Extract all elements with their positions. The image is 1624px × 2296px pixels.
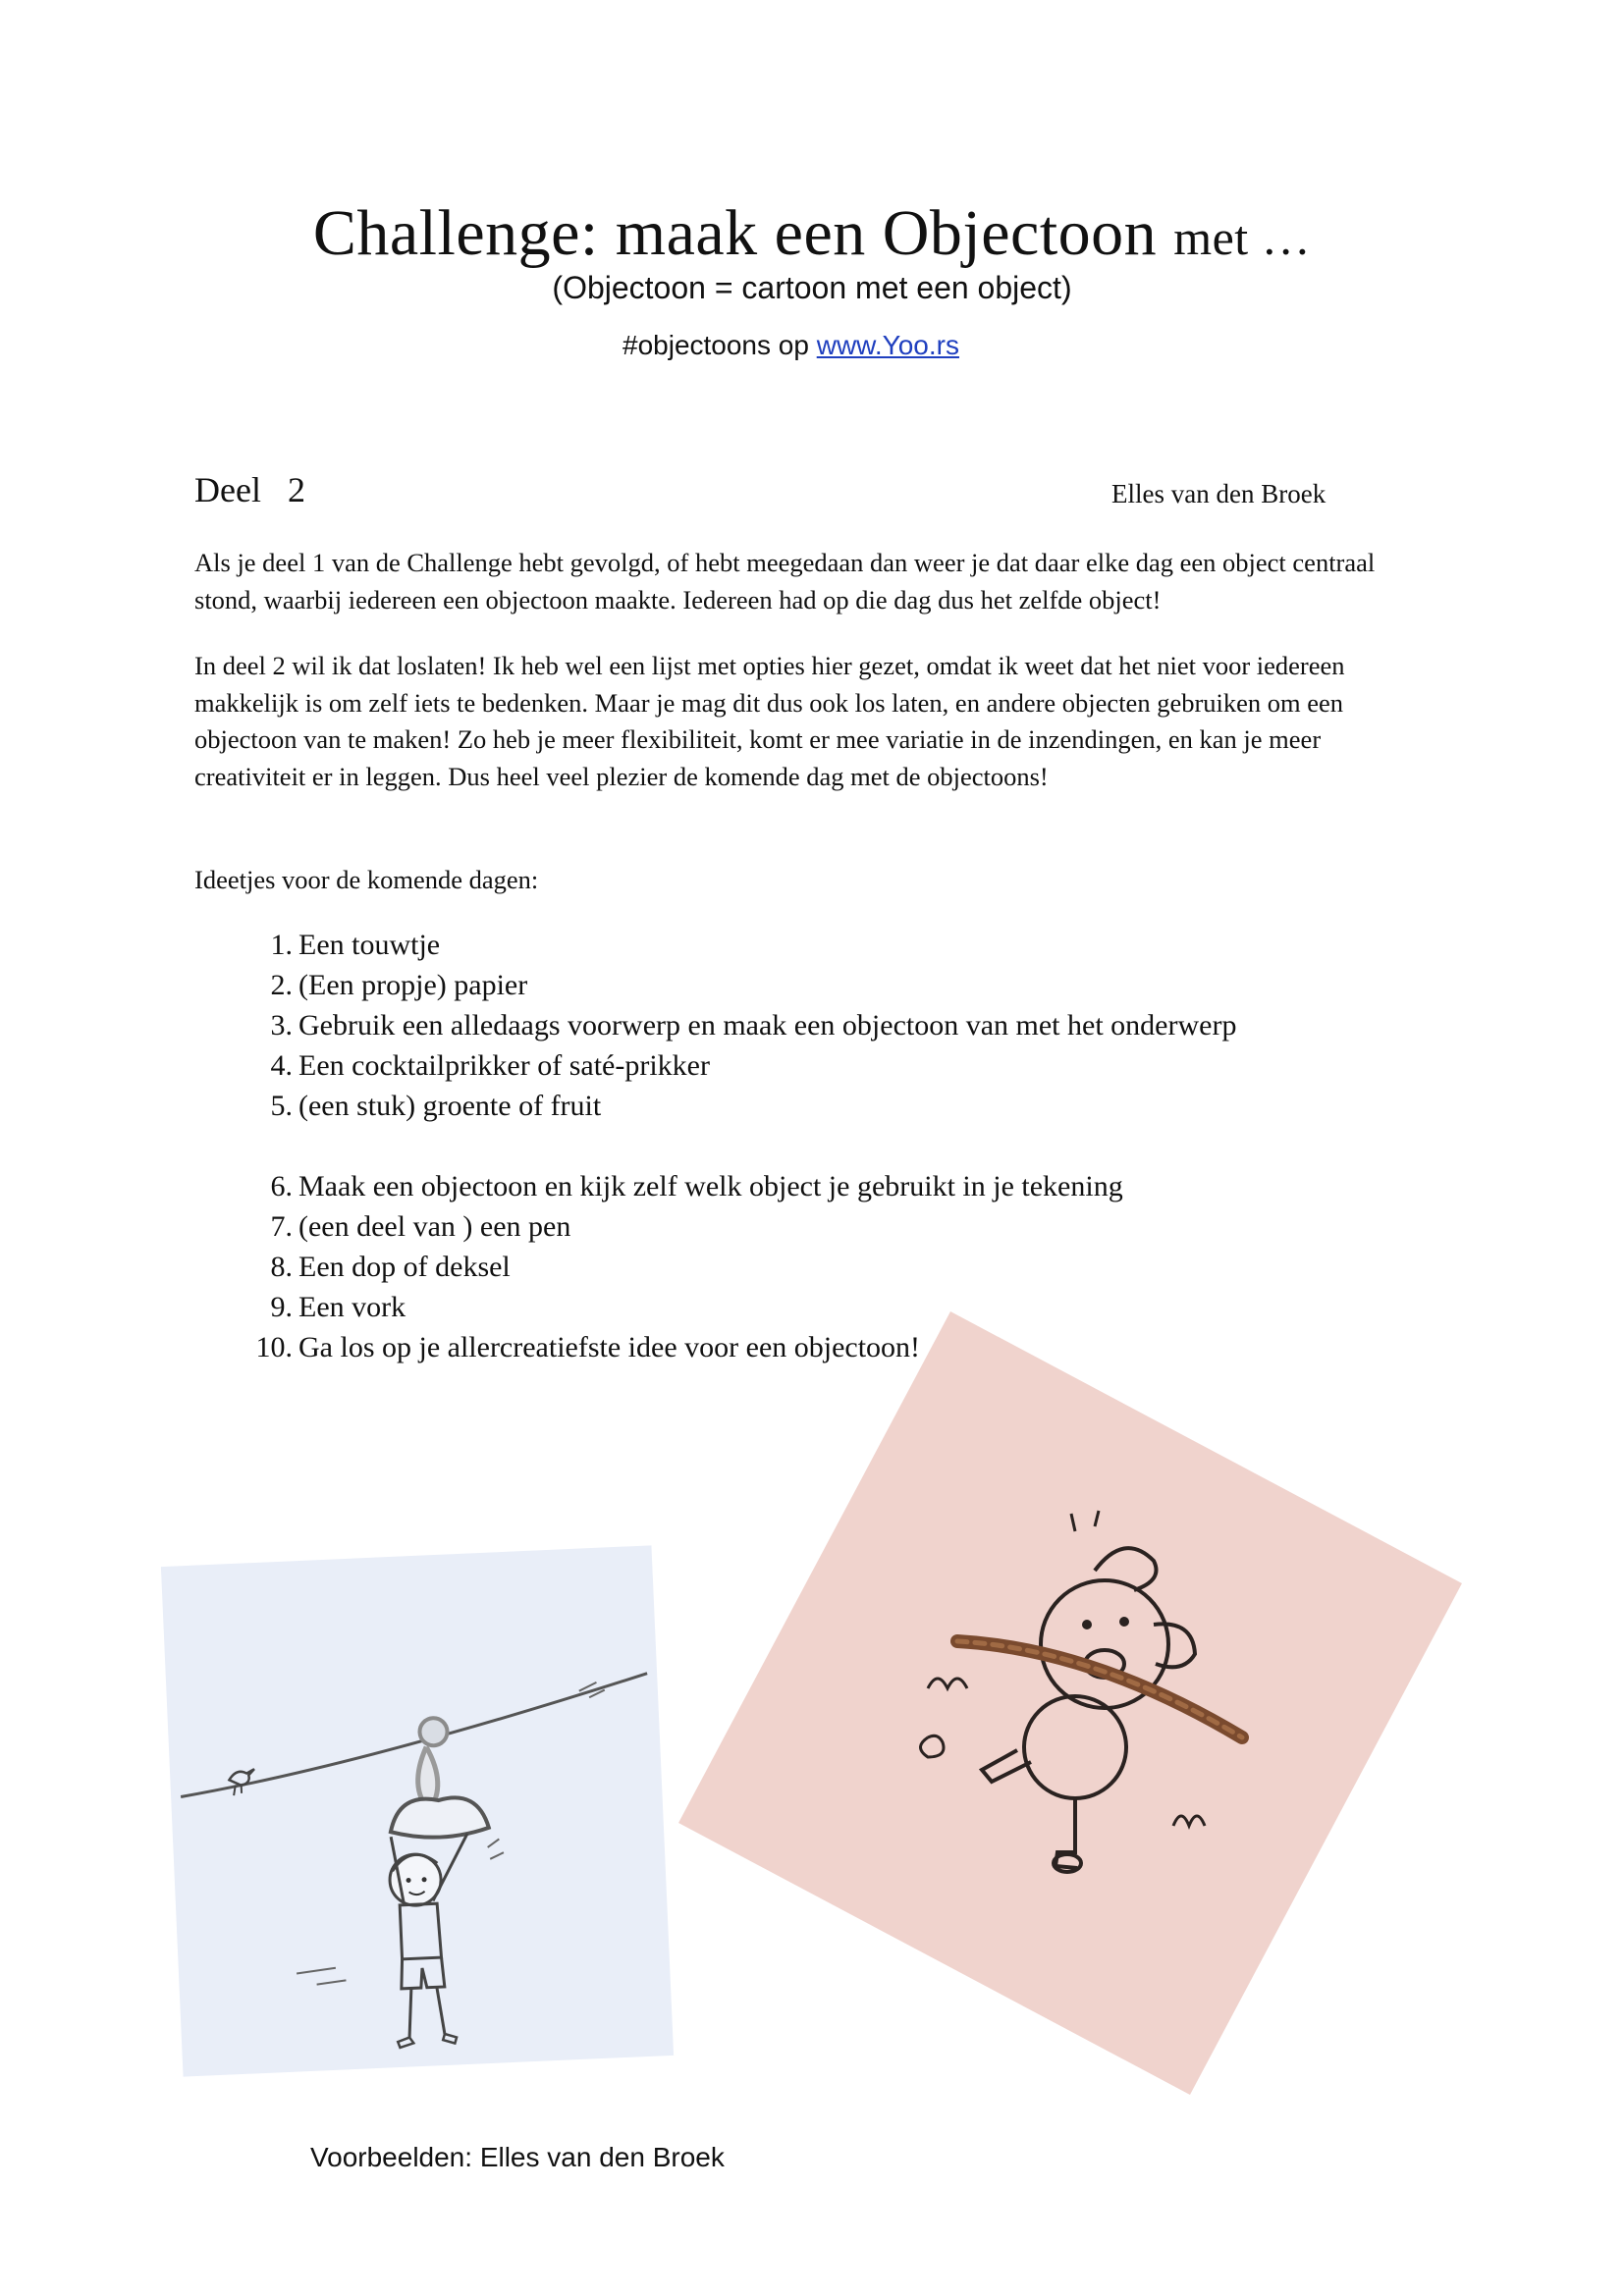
ideas-heading: Ideetjes voor de komende dagen: [194, 865, 539, 894]
list-item: 6. Maak een objectoon en kijk zelf welk object je gebruikt in je tekening [270, 1170, 1123, 1202]
section-title: Deel 2 [194, 470, 305, 509]
list-item: 5. (een stuk) groente of fruit [270, 1090, 602, 1122]
hashtag-line [623, 330, 959, 361]
yoo-link[interactable]: www.Yoo.rs [816, 330, 959, 360]
intro-paragraph: Als je deel 1 van de Challenge hebt gevolgd, of hebt meegedaan dan weer je dat daar elke dag een object centraal stond, waarbij iedereen een objectoon maakte. Iedereen had op die dag dus het zelfde object! [194, 548, 1376, 614]
author-name: Elles van den Broek [1111, 479, 1326, 508]
explanation-paragraph: In deel 2 wil ik dat loslaten! Ik heb wel een lijst met opties hier gezet, omdat ik weet dat het niet voor iedereen makkelijk is om zelf iets te bedenken. Maar je mag dit dus ook los laten, en andere objecten gebruiken om een objectoon van te maken! Zo heb je meer flexibiliteit, komt er mee variatie in de inzendingen, en kan je meer creativiteit er in leggen. Dus heel veel plezier de komende dag met de objectoons! [194, 651, 1345, 791]
hanging-figure-drawing [161, 1545, 674, 2076]
list-item: 10. Ga los op je allercreatiefste idee voor een objectoon! [255, 1331, 921, 1363]
title-suffix: met … [1173, 210, 1312, 265]
document-title [0, 194, 1624, 277]
list-item: 3. Gebruik een alledaags voorwerp en maak een objectoon van met het onderwerp [270, 1009, 1237, 1041]
list-item: 7. (een deel van ) een pen [270, 1210, 571, 1243]
list-item: 9. Een vork [270, 1291, 406, 1323]
list-item: 4. Een cocktailprikker of saté-prikker [270, 1049, 710, 1082]
list-item: 2. (Een propje) papier [270, 969, 528, 1001]
title-main: Challenge: maak een Objectoon [312, 197, 1158, 269]
list-item: 1. Een touwtje [270, 929, 441, 961]
pig-drawing [678, 1311, 1462, 2095]
document-subtitle: (Objectoon = cartoon met een object) [552, 270, 1072, 305]
image-caption: Voorbeelden: Elles van den Broek [310, 2142, 725, 2172]
list-item: 8. Een dop of deksel [270, 1251, 511, 1283]
example-photo-hanging-figure [161, 1545, 674, 2076]
hashtag-text: #objectoons op [623, 330, 809, 360]
example-photo-pig-with-stick [678, 1311, 1462, 2095]
